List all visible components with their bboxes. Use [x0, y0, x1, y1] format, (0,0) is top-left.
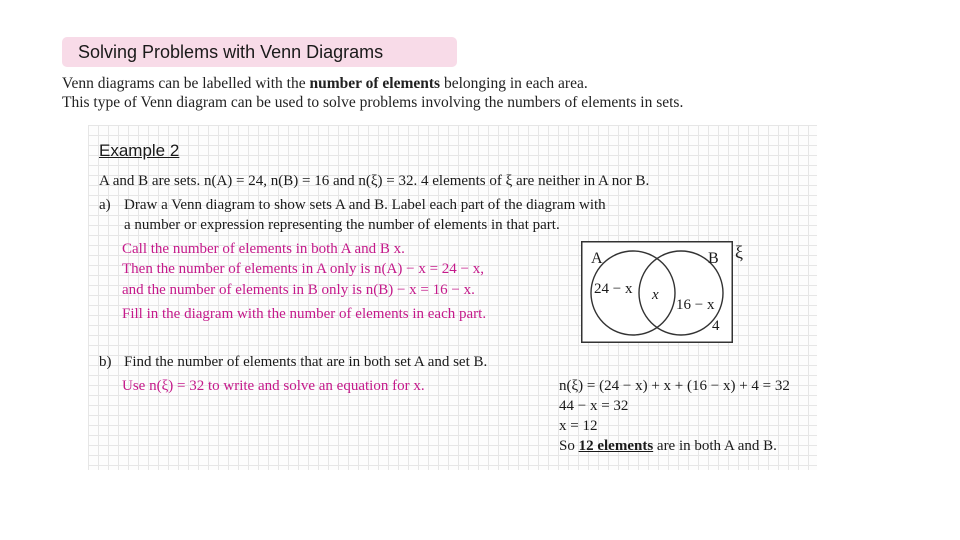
problem-statement: A and B are sets. n(A) = 24, n(B) = 16 and n(ξ) = 32. 4 elements of ξ are neither in A nor B. [99, 173, 650, 189]
intro-text: Venn diagrams can be labelled with the [62, 75, 310, 92]
universal-set-symbol: ξ [735, 242, 744, 262]
hint-a-line-3: and the number of elements in B only is n(B) − x = 16 − x. [122, 282, 475, 298]
conclusion [559, 438, 777, 455]
intro-bold-term: number of elements [309, 75, 441, 92]
intro-line-2: This type of Venn diagram can be used to solve problems involving the numbers of elements in sets. [62, 94, 684, 111]
set-b-label: B [708, 250, 719, 267]
outside-region-label: 4 [712, 318, 720, 334]
hint-a-line-4: Fill in the diagram with the number of elements in each part. [122, 306, 487, 322]
conclusion-text: are in both A and B. [653, 438, 777, 454]
part-a-label: a) [99, 197, 111, 213]
page-title: Solving Problems with Venn Diagrams [62, 37, 457, 67]
working-line-1: n(ξ) = (24 − x) + x + (16 − x) + 4 = 32 [559, 378, 790, 394]
working-line-3: x = 12 [559, 418, 598, 434]
part-b-question: Find the number of elements that are in both set A and set B. [124, 354, 488, 370]
part-a-question-line-2: a number or expression representing the number of elements in that part. [124, 217, 560, 233]
intro-text: belonging in each area. [440, 75, 588, 92]
hint-b: Use n(ξ) = 32 to write and solve an equation for x. [122, 378, 425, 394]
intro-line-1 [62, 75, 588, 93]
conclusion-answer: 12 elements [578, 438, 654, 454]
b-only-region-label: 16 − x [676, 297, 715, 313]
conclusion-text: So [559, 438, 579, 454]
example-title: Example 2 [99, 141, 180, 160]
hint-a-line-2: Then the number of elements in A only is n(A) − x = 24 − x, [122, 261, 484, 277]
a-only-region-label: 24 − x [594, 281, 633, 297]
venn-diagram [581, 241, 733, 343]
working-line-2: 44 − x = 32 [559, 398, 629, 414]
part-a-question-line-1: Draw a Venn diagram to show sets A and B. Label each part of the diagram with [124, 197, 606, 213]
set-a-label: A [591, 250, 603, 267]
hint-a-line-1: Call the number of elements in both A and B x. [122, 241, 405, 257]
part-b-label: b) [99, 354, 112, 370]
intersection-region-label: x [652, 287, 659, 303]
